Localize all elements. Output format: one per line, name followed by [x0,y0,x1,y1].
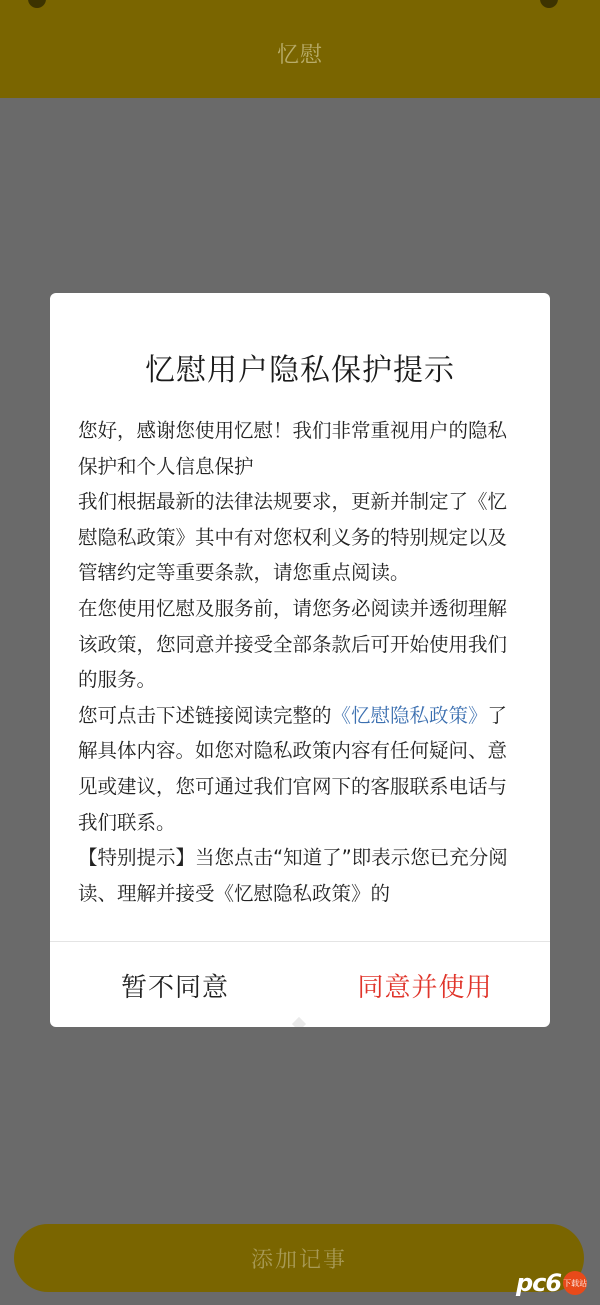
status-icon [28,0,46,8]
status-icon [540,0,558,8]
paragraph: 【特别提示】当您点击“知道了”即表示您已充分阅读、理解并接受《忆慰隐私政策》的 [78,846,508,905]
paragraph: 我们根据最新的法律法规要求，更新并制定了《忆慰隐私政策》其中有对您权利义务的特别规定以及管辖约定等重要条款，请您重点阅读。 [78,490,508,585]
paragraph-text: 了解具体内容。如您对隐私政策内容有任何疑问、意见或建议，您可通过我们官网下的客服联系电话与我们联系。 [78,703,508,834]
watermark-logo [516,1266,590,1300]
privacy-policy-link[interactable]: 《忆慰隐私政策》 [331,703,488,727]
paragraph: 您好，感谢您使用忆慰！我们非常重视用户的隐私保护和个人信息保护 [78,419,508,478]
dialog-title: 忆慰用户隐私保护提示 [145,353,455,388]
scroll-fade [50,908,550,942]
app-header [0,0,600,98]
add-note-button[interactable]: 添加记事 [14,1224,584,1292]
paragraph [78,698,522,840]
divider [50,941,550,942]
status-bar [0,0,600,12]
dialog-body [78,413,522,941]
page-title: 忆慰 [276,43,323,68]
disagree-button[interactable]: 暂不同意 [120,972,229,1003]
watermark-text: pc6 [516,1269,562,1297]
paragraph: 在您使用忆慰及服务前，请您务必阅读并透彻理解该政策，您同意并接受全部条款后可开始使用我们的服务。 [78,596,508,692]
paragraph-text: 您可点击下述链接阅读完整的 [78,703,332,727]
privacy-dialog [50,293,550,1027]
watermark-badge: 下载站 [563,1271,587,1295]
agree-button[interactable]: 同意并使用 [357,972,493,1003]
